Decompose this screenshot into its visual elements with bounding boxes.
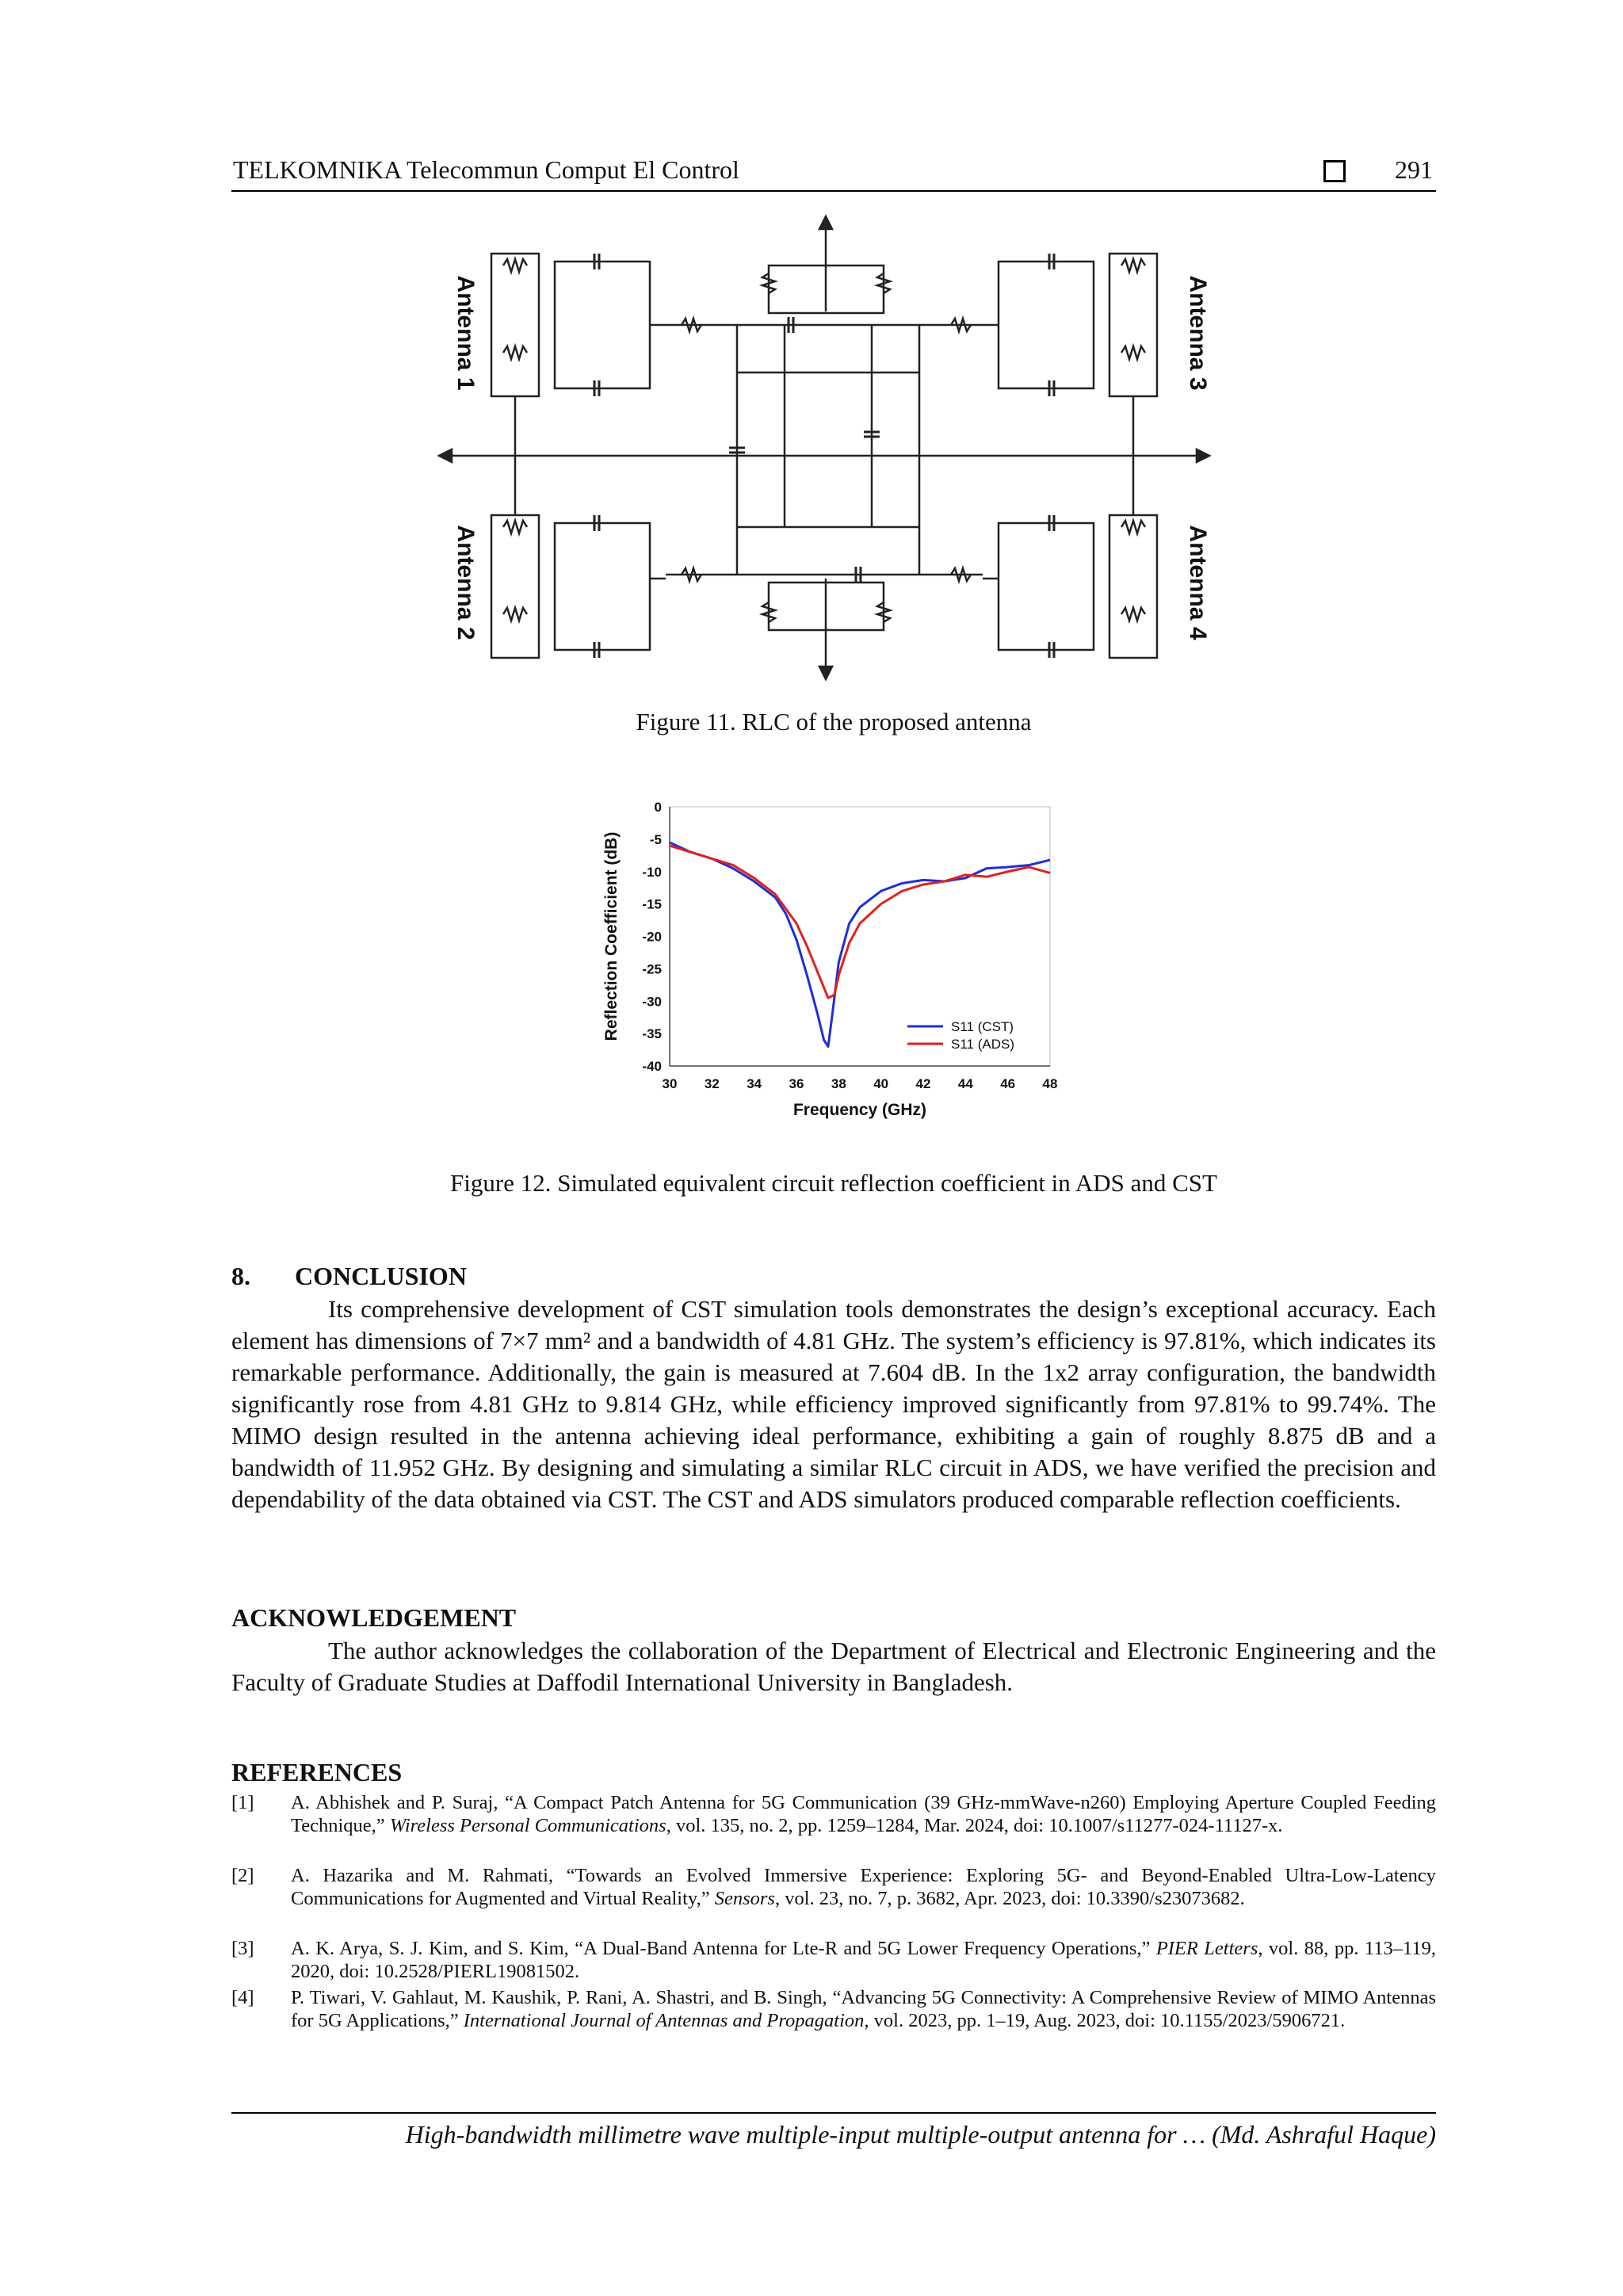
reference-number: [1] [231,1792,254,1813]
reference-text: P. Tiwari, V. Gahlaut, M. Kaushik, P. Rani, A. Shastri, and B. Singh, “Advancing 5G Connectivity: A Comprehensive Review of MIMO Antennas for 5G Applications,” [291,1987,1436,2031]
reference-item [231,1986,1436,2032]
antenna-3-label: Antenna 3 [1185,275,1211,391]
reference-journal: Sensors [714,1888,775,1909]
reference-text: A. Abhishek and P. Suraj, “A Compact Patch Antenna for 5G Communication (39 GHz-mmWave-n260) Employing Aperture Coupled Feeding Technique,” [291,1792,1436,1836]
figure-12-caption: Figure 12. Simulated equivalent circuit reflection coefficient in ADS and CST [450,1169,1217,1197]
reference-item [231,1937,1436,1983]
journal-title: TELKOMNIKA Telecommun Comput El Control [233,155,739,184]
reference-text: A. Hazarika and M. Rahmati, “Towards an Evolved Immersive Experience: Exploring 5G- and Beyond-Enabled Ultra-Low-Latency Communications for Augmented and Virtual Reality,” [291,1865,1436,1909]
y-tick-label: 0 [654,800,662,815]
x-tick-label: 44 [957,1076,973,1091]
antenna-4-label: Antenna 4 [1185,525,1211,640]
x-tick-label: 46 [1000,1076,1016,1091]
x-tick-label: 42 [915,1076,931,1091]
acknowledgement-text: The author acknowledges the collaboration of the Department of Electrical and Electronic Engineering and the Faculty of Graduate Studies at Daffodil International University in Bangladesh. [231,1637,1436,1696]
square-bullet-icon [1323,160,1346,182]
x-tick-label: 48 [1042,1076,1058,1091]
x-tick-label: 38 [831,1076,846,1091]
page-footer: High-bandwidth millimetre wave multiple-input multiple-output antenna for … (Md. Ashraful Haque) [405,2120,1436,2149]
figure-12-chart [594,793,1070,1141]
reference-item [231,1864,1436,1910]
series-line-cst [670,842,1050,1047]
reference-item [231,1791,1436,1837]
rlc-circuit-diagram [428,210,1220,686]
footer-rule [231,2112,1436,2114]
conclusion-text: Its comprehensive development of CST simulation tools demonstrates the design’s exceptional accuracy. Each element has dimensions of 7×7 mm² and a bandwidth of 4.81 GHz. The system’s efficiency is 97.81%, which indicates its remarkable performance. Additionally, the gain is measured at 7.604 dB. In the 1x2 array configuration, the bandwidth significantly rose from 4.81 GHz to 9.814 GHz, while efficiency improved significantly from 97.81% to 99.74%. The MIMO design resulted in the antenna achieving ideal performance, exhibiting a gain of roughly 8.875 dB and a bandwidth of 11.952 GHz. By designing and simulating a similar RLC circuit in ADS, we have verified the precision and dependability of the data obtained via CST. The CST and ADS simulators produced comparable reflection coefficients. [231,1295,1436,1513]
figure-11-circuit [428,210,1220,686]
reference-details: , vol. 135, no. 2, pp. 1259–1284, Mar. 2024, doi: 10.1007/s11277-024-11127-x. [666,1815,1283,1836]
conclusion-heading [231,1262,467,1291]
y-tick-label: -20 [642,929,662,945]
x-axis-label: Frequency (GHz) [792,1101,927,1119]
y-axis-label: Reflection Coefficient (dB) [602,831,621,1041]
x-tick-label: 34 [747,1076,762,1091]
legend-label: S11 (ADS) [951,1037,1014,1052]
y-tick-label: -15 [642,896,662,912]
reflection-coefficient-chart [594,793,1070,1141]
y-tick-label: -5 [649,831,662,847]
section-title: CONCLUSION [295,1262,467,1290]
acknowledgement-paragraph [231,1635,1436,1698]
references-heading: REFERENCES [231,1758,403,1786]
reference-number: [3] [231,1938,254,1959]
reference-text: A. K. Arya, S. J. Kim, and S. Kim, “A Dual-Band Antenna for Lte-R and 5G Lower Frequency Operations,” [291,1938,1156,1959]
y-tick-label: -40 [642,1059,662,1074]
acknowledgement-heading: ACKNOWLEDGEMENT [231,1603,517,1632]
y-tick-label: -35 [642,1026,662,1042]
reference-details: , vol. 88, pp. 113–119, 2020, doi: 10.2528/PIERL19081502. [291,1938,1436,1982]
legend-label: S11 (CST) [951,1019,1014,1034]
x-tick-label: 40 [873,1076,889,1091]
section-number: 8. [231,1262,250,1290]
reference-details: , vol. 23, no. 7, p. 3682, Apr. 2023, doi: 10.3390/s23073682. [774,1888,1245,1909]
page-header [231,155,1436,192]
page-number: 291 [1395,155,1433,184]
y-tick-label: -30 [642,994,662,1010]
figure-11-caption: Figure 11. RLC of the proposed antenna [636,708,1032,735]
x-tick-label: 36 [789,1076,804,1091]
reference-journal: PIER Letters [1155,1938,1258,1959]
reference-details: , vol. 2023, pp. 1–19, Aug. 2023, doi: 10.1155/2023/5906721. [864,2010,1346,2031]
reference-number: [4] [231,1987,254,2008]
y-tick-label: -25 [642,961,662,977]
reference-journal: Wireless Personal Communications [389,1815,666,1836]
x-tick-label: 30 [662,1076,678,1091]
x-tick-label: 32 [704,1076,720,1091]
antenna-2-label: Antenna 2 [453,525,479,640]
conclusion-paragraph [231,1293,1436,1515]
y-tick-label: -10 [642,864,662,880]
reference-number: [2] [231,1865,254,1886]
reference-journal: International Journal of Antennas and Propagation [463,2010,865,2031]
antenna-1-label: Antenna 1 [453,275,479,391]
